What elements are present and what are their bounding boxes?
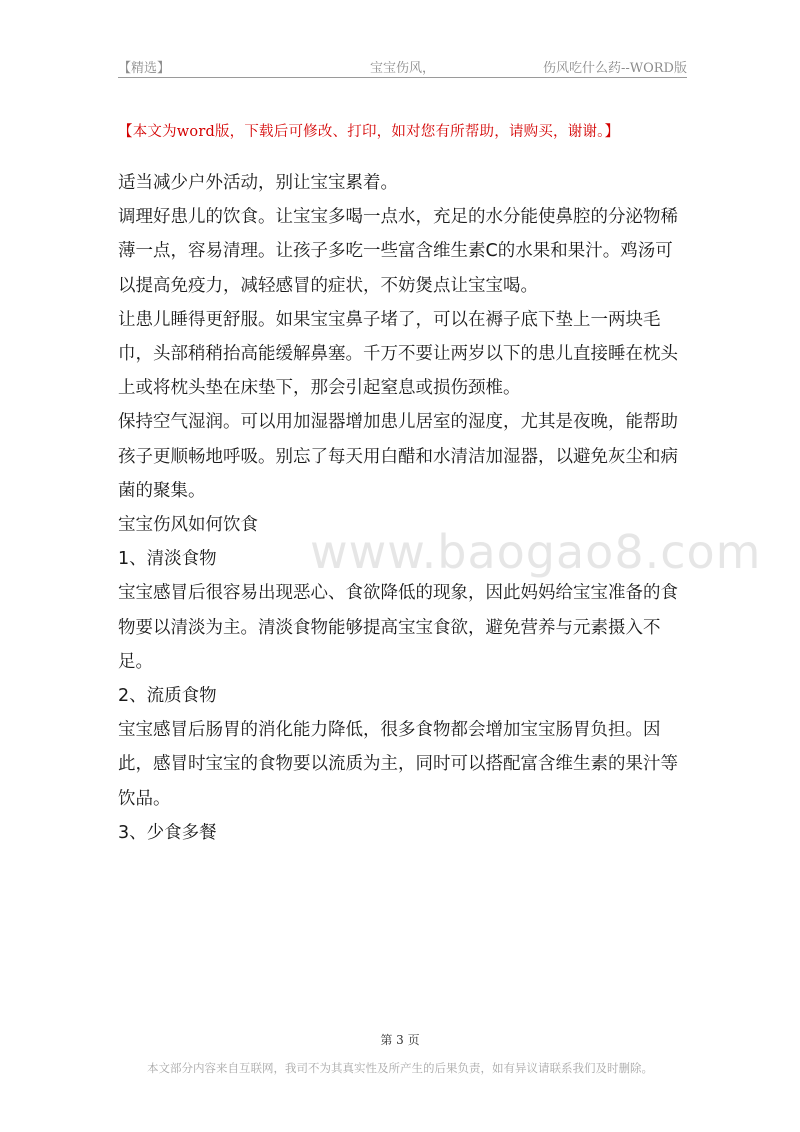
paragraph-humidity: 保持空气湿润。可以用加湿器增加患儿居室的湿度，尤其是夜晚，能帮助孩子更顺畅地呼吸。别忘了每天用白醋和水清洁加湿器，以避免灰尘和病菌的聚集。 — [118, 412, 678, 501]
page-header — [118, 55, 687, 78]
watermark: www.baogao8.com — [310, 525, 762, 579]
word-version-notice: 【本文为word版，下载后可修改、打印，如对您有所帮助，请购买，谢谢。】 — [118, 124, 620, 140]
list-heading-1: 1、清淡食物 — [118, 549, 217, 570]
header-middle-text: 宝宝伤风， — [370, 61, 436, 76]
section-heading-diet: 宝宝伤风如何饮食 — [118, 515, 258, 536]
paragraph-light-food: 宝宝感冒后很容易出现恶心、食欲降低的现象，因此妈妈给宝宝准备的食物要以清淡为主。清淡食物能够提高宝宝食欲，避免营养与元素摄入不足。 — [118, 583, 678, 672]
footer-disclaimer: 本文部分内容来自互联网，我司不为其真实性及所产生的后果负责，如有异议请联系我们及时删除。 — [147, 1061, 653, 1075]
paragraph-diet: 调理好患儿的饮食。让宝宝多喝一点水，充足的水分能使鼻腔的分泌物稀薄一点，容易清理。让孩子多吃一些富含维生素C的水果和果汁。鸡汤可以提高免疫力，减轻感冒的症状，不妨煲点让宝宝喝。 — [118, 207, 678, 296]
list-heading-2: 2、流质食物 — [118, 686, 217, 707]
paragraph-liquid-food: 宝宝感冒后肠胃的消化能力降低，很多食物都会增加宝宝肠胃负担。因此，感冒时宝宝的食物要以流质为主，同时可以搭配富含维生素的果汁等饮品。 — [118, 720, 678, 809]
list-heading-3: 3、少食多餐 — [118, 822, 217, 843]
paragraph-reduce-activity: 适当减少户外活动，别让宝宝累着。 — [118, 173, 398, 193]
paragraph-sleep: 让患儿睡得更舒服。如果宝宝鼻子堵了，可以在褥子底下垫上一两块毛巾，头部稍稍抬高能缓解鼻塞。千万不要让两岁以下的患儿直接睡在枕头上或将枕头垫在床垫下，那会引起窒息或损伤颈椎。 — [118, 309, 678, 399]
header-left-text: 【精选】 — [118, 61, 171, 76]
page-number: 第 3 页 — [380, 1033, 420, 1047]
document-body — [118, 166, 684, 850]
header-right-text: 伤风吃什么药--WORD版 — [542, 61, 687, 76]
